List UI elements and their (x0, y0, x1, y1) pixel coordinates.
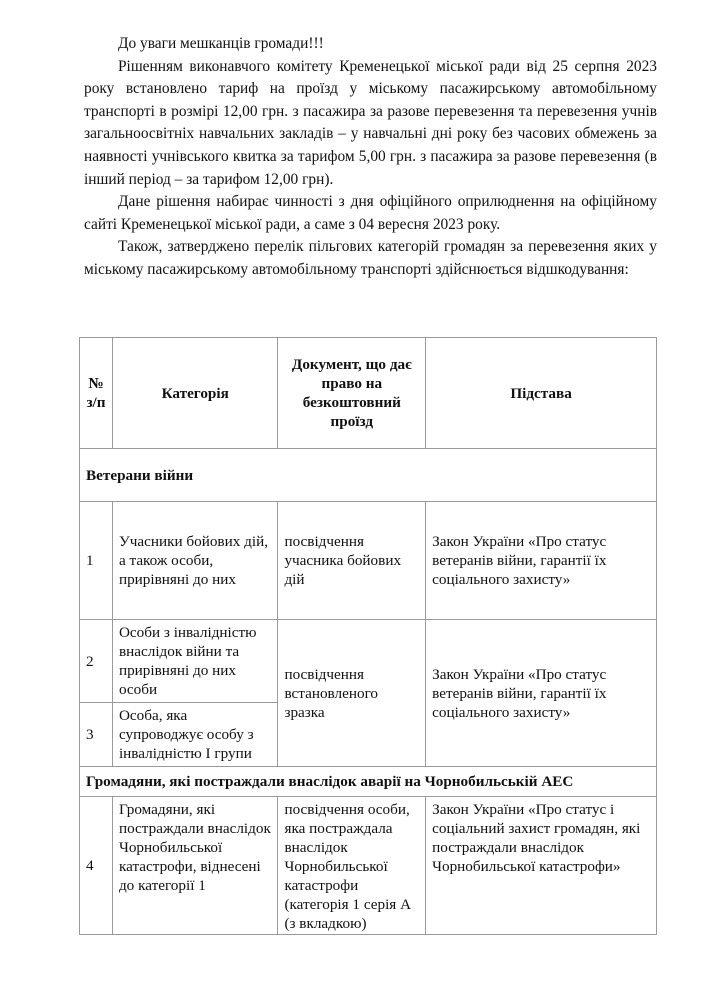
header-num: № з/п (80, 338, 113, 449)
header-basis: Підстава (426, 338, 657, 449)
row-category: Громадяни, які постраждали внаслідок Чорнобильської катастрофи, віднесені до категорії 1 (112, 797, 278, 935)
paragraph-tariff: Рішенням виконавчого комітету Кременецької міської ради від 25 серпня 2023 року встановлено тариф на проїзд у міському пасажирському автомобільному транспорті в розмірі 12,00 грн. з пасажира за разове перевезення та перевезення учнів загальноосвітніх навчальних закладів – у навчальні дні року без часових обмежень за наявності учнівського квитка за тарифом 5,00 грн. з пасажира за разове перевезення (в інший період – за тарифом 12,00 грн). (84, 57, 657, 188)
row-category: Учасники бойових дій, а також особи, прирівняні до них (112, 502, 278, 620)
row-basis: Закон України «Про статус ветеранів війни, гарантії їх соціального захисту» (426, 502, 657, 620)
notice-text (84, 33, 657, 282)
row-category: Особа, яка супроводжує особу з інвалідністю І групи (112, 703, 278, 767)
header-category: Категорія (112, 338, 278, 449)
row-document: посвідчення особи, яка постраждала внаслідок Чорнобильської катастрофи (категорія 1 серія А (з вкладкою) (278, 797, 426, 935)
row-basis: Закон України «Про статус ветеранів війни, гарантії їх соціального захисту» (426, 620, 657, 767)
section-row (80, 449, 657, 502)
row-num: 3 (80, 703, 113, 767)
section-chernobyl: Громадяни, які постраждали внаслідок аварії на Чорнобильській АЕС (80, 767, 657, 797)
row-num: 4 (80, 797, 113, 935)
row-document: посвідчення учасника бойових дій (278, 502, 426, 620)
table-row (80, 620, 657, 703)
table-header-row (80, 338, 657, 449)
notice-heading: До уваги мешканців громади!!! (118, 35, 324, 52)
row-basis: Закон України «Про статус і соціальний захист громадян, які постраждали внаслідок Чорнобильської катастрофи» (426, 797, 657, 935)
row-num: 1 (80, 502, 113, 620)
section-row (80, 767, 657, 797)
header-document: Документ, що дає право на безкоштовний проїзд (278, 338, 426, 449)
paragraph-benefit-list: Також, затверджено перелік пільгових категорій громадян за перевезення яких у міському пасажирському автомобільному транспорті здійснюється відшкодування: (84, 238, 657, 278)
paragraph-effective-date: Дане рішення набирає чинності з дня офіційного оприлюднення на офіційному сайті Кременецької міської ради, а саме з 04 вересня 2023 року. (84, 193, 657, 233)
table-row (80, 502, 657, 620)
row-num: 2 (80, 620, 113, 703)
benefits-table (79, 337, 657, 935)
section-war-veterans: Ветерани війни (80, 449, 657, 502)
table-row (80, 797, 657, 935)
row-category: Особи з інвалідністю внаслідок війни та прирівняні до них особи (112, 620, 278, 703)
row-document: посвідчення встановленого зразка (278, 620, 426, 767)
